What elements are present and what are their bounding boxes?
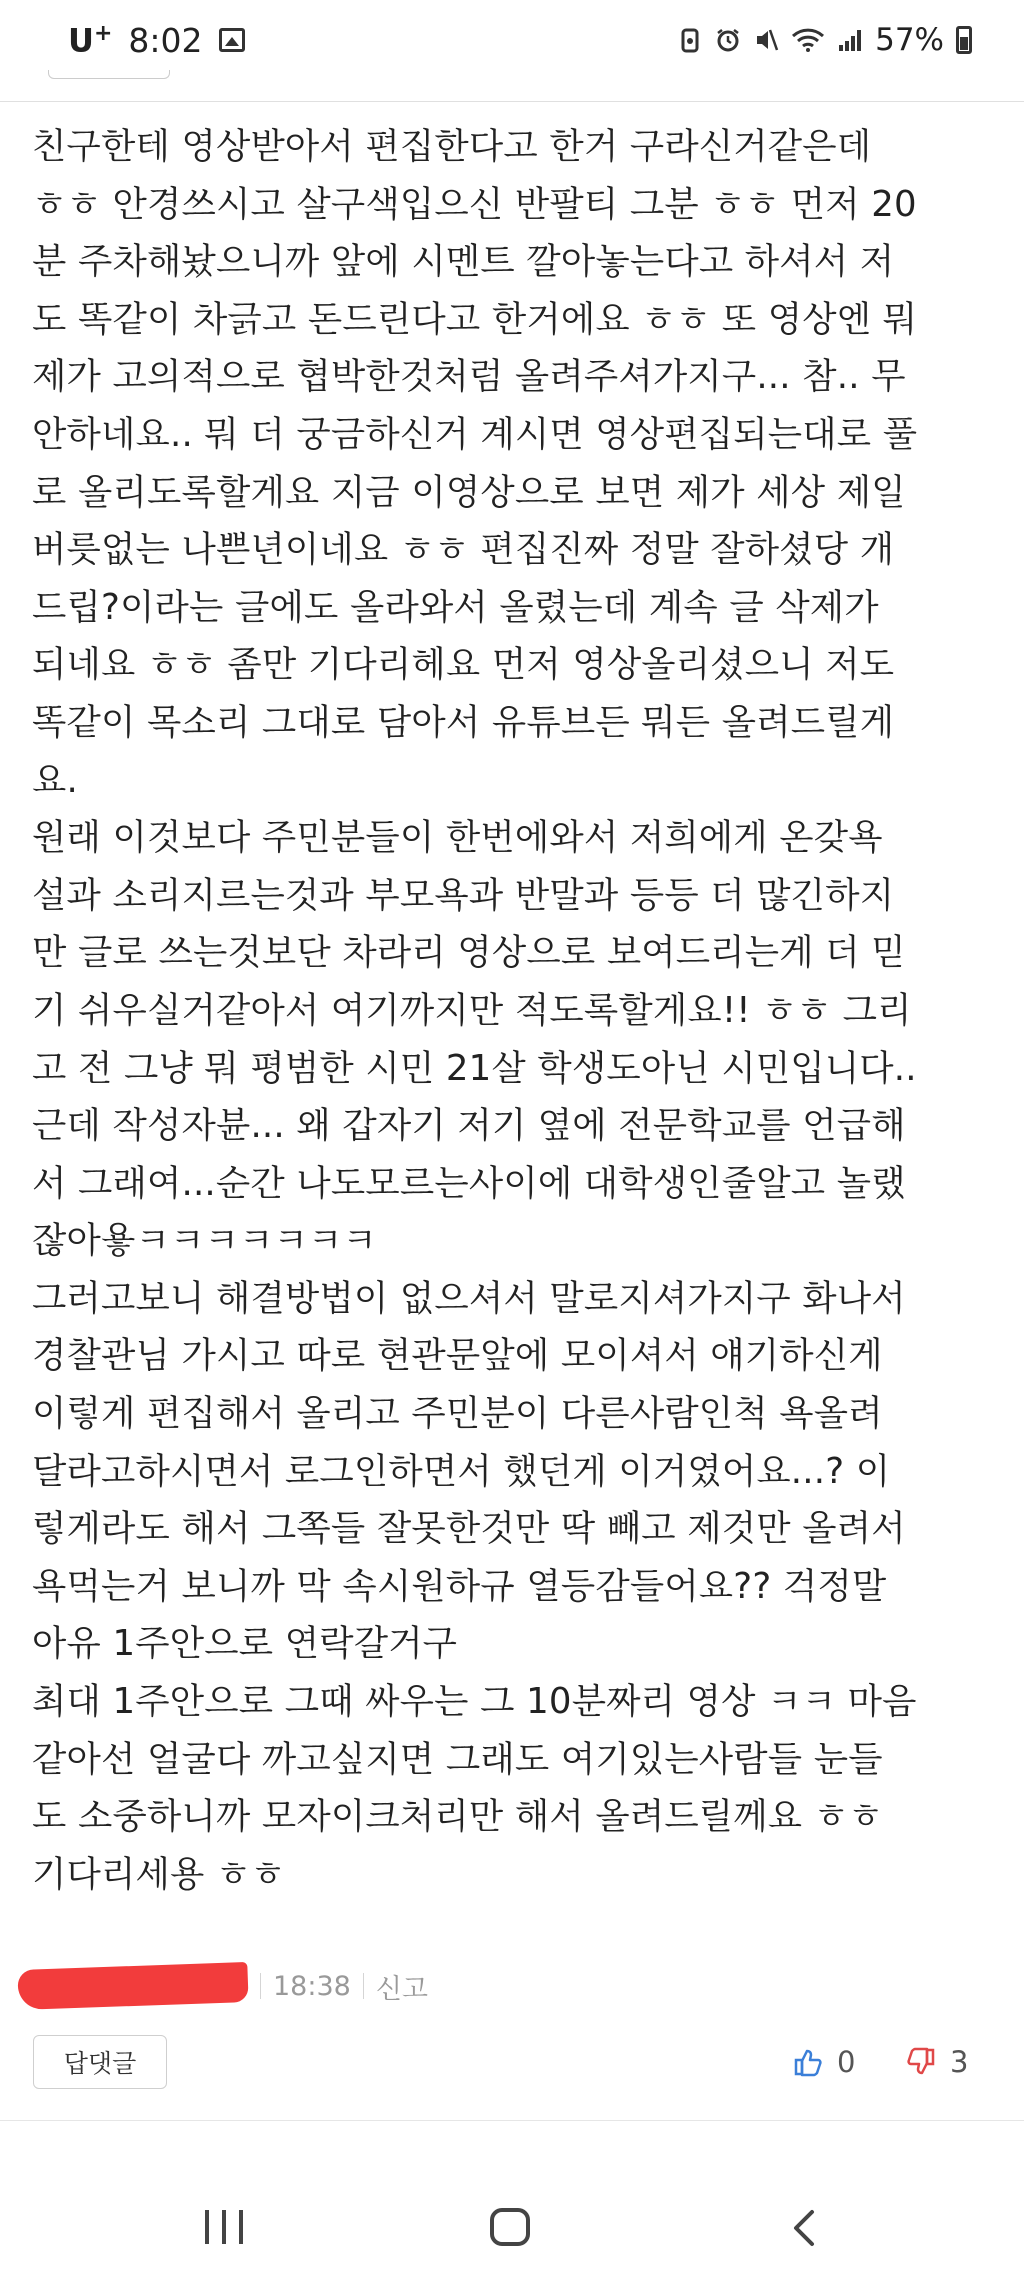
- comment-line: 최대 1주안으로 그때 싸우는 그 10분짜리 영상 ㅋㅋ 마음: [32, 1681, 917, 1723]
- comment-line: 드립?이라는 글에도 올라와서 올렸는데 계속 글 삭제가: [32, 586, 879, 628]
- top-divider: [0, 101, 1024, 102]
- upvote-count: 0: [837, 2045, 856, 2079]
- battery-icon: [956, 26, 972, 54]
- comment-line: 친구한테 영상받아서 편집한다고 한거 구라신거같은데: [32, 126, 872, 167]
- comment-line: 도 똑같이 차긁고 돈드린다고 한거에요 ㅎㅎ 또 영상엔 뭐: [32, 298, 918, 340]
- battery-percent: 57%: [875, 22, 944, 58]
- comment-line: 똑같이 목소리 그대로 담아서 유튜브든 뭐든 올려드릴게: [32, 701, 895, 743]
- mute-icon: [753, 27, 779, 53]
- comment-line: 렇게라도 해서 그쪽들 잘못한것만 딱 빼고 제것만 올려서: [32, 1508, 906, 1550]
- comment-line: 그러고보니 해결방법이 없으셔서 말로지셔가지구 화나서: [32, 1277, 906, 1319]
- report-link[interactable]: 신고: [375, 1973, 428, 2005]
- comment-line: 기다리세용 ㅎㅎ: [32, 1853, 285, 1895]
- clock: 8:02: [128, 20, 203, 60]
- upvote-button[interactable]: [793, 2042, 855, 2082]
- navigation-bar: [0, 2150, 1024, 2275]
- comment-line: 달라고하시면서 로그인하면서 했던게 이거였어요...? 이: [32, 1450, 891, 1492]
- comment-line: 아유 1주안으로 연락갈거구: [32, 1623, 458, 1665]
- comment-line: 분 주차해놨으니까 앞에 시멘트 깔아놓는다고 하셔서 저: [32, 241, 895, 283]
- previous-card-edge: [48, 70, 170, 79]
- meta-separator: [363, 1973, 364, 1999]
- comment-line: 원래 이것보다 주민분들이 한번에와서 저희에게 온갖욕: [32, 817, 883, 859]
- status-left: [68, 18, 245, 62]
- comment-line: 되네요 ㅎㅎ 좀만 기다리헤요 먼저 영상올리셨으니 저도: [32, 644, 895, 686]
- thumbs-down-icon: [906, 2047, 936, 2077]
- comment-body: [32, 118, 1002, 1903]
- recent-apps-icon[interactable]: [205, 2210, 243, 2244]
- comment-time: 18:38: [273, 1970, 351, 2002]
- comment-line: 설과 소리지르는것과 부모욕과 반말과 등등 더 많긴하지: [32, 874, 895, 916]
- comment-line: 도 소중하니까 모자이크처리만 해서 올려드릴께요 ㅎㅎ: [32, 1796, 883, 1838]
- comment-line: 같아선 얼굴다 까고싶지면 그래도 여기있는사람들 눈들: [32, 1738, 883, 1780]
- comment-line: ㅎㅎ 안경쓰시고 살구색입으신 반팔티 그분 ㅎㅎ 먼저 20: [32, 183, 917, 225]
- comment-line: 버릇없는 나쁜년이네요 ㅎㅎ 편집진짜 정말 잘하셨당 개: [32, 529, 895, 571]
- status-right: [677, 18, 972, 62]
- comment-line: 욕먹는거 보니까 막 속시원하규 열등감들어요?? 걱정말: [32, 1565, 887, 1607]
- comment-line: 이렇게 편집해서 올리고 주민분이 다른사람인척 욕올려: [32, 1393, 883, 1435]
- battery-saver-icon: [677, 27, 703, 53]
- comment-line: 근데 작성자뷴... 왜 갑자기 저기 옆에 전문학교를 언급해: [32, 1105, 906, 1147]
- comment-line: 만 글로 쓰는것보단 차라리 영상으로 보여드리는게 더 믿: [32, 932, 906, 974]
- carrier-label: U+: [68, 20, 113, 60]
- downvote-button[interactable]: [906, 2042, 968, 2082]
- comment-line: 잖아욯ㅋㅋㅋㅋㅋㅋㅋ: [32, 1220, 377, 1262]
- downvote-count: 3: [950, 2045, 969, 2079]
- redacted-author: [17, 1962, 248, 2010]
- comment-line: 경찰관님 가시고 따로 현관문앞에 모이셔서 얘기하신게: [32, 1335, 883, 1377]
- comment-line: 안하네요.. 뭐 더 궁금하신거 계시면 영상편집되는대로 풀: [32, 413, 918, 455]
- comment-line: 서 그래여...순간 나도모르는사이에 대학생인줄알고 놀랬: [32, 1162, 906, 1204]
- reply-button[interactable]: 답댓글: [33, 2035, 167, 2089]
- bottom-divider: [0, 2120, 1024, 2121]
- meta-separator: [260, 1973, 261, 1999]
- comment-line: 기 쉬우실거같아서 여기까지만 적도록할게요!! ㅎㅎ 그리: [32, 989, 912, 1031]
- home-icon[interactable]: [490, 2208, 530, 2246]
- back-icon[interactable]: [786, 2208, 826, 2248]
- thumbs-up-icon: [793, 2047, 823, 2077]
- image-icon: [219, 28, 245, 52]
- signal-icon: [837, 27, 863, 53]
- wifi-icon: [791, 27, 825, 53]
- comment-line: 고 전 그냥 뭐 평범한 시민 21살 학생도아닌 시민입니다..: [32, 1047, 917, 1089]
- alarm-icon: [715, 27, 741, 53]
- comment-meta: [18, 1966, 428, 2006]
- status-bar: [0, 0, 1024, 80]
- comment-line: 제가 고의적으로 협박한것처럼 올려주셔가지구... 참.. 무: [32, 356, 906, 398]
- comment-line: 요.: [32, 759, 78, 801]
- comment-line: 로 올리도록할게요 지금 이영상으로 보면 제가 세상 제일: [32, 471, 906, 513]
